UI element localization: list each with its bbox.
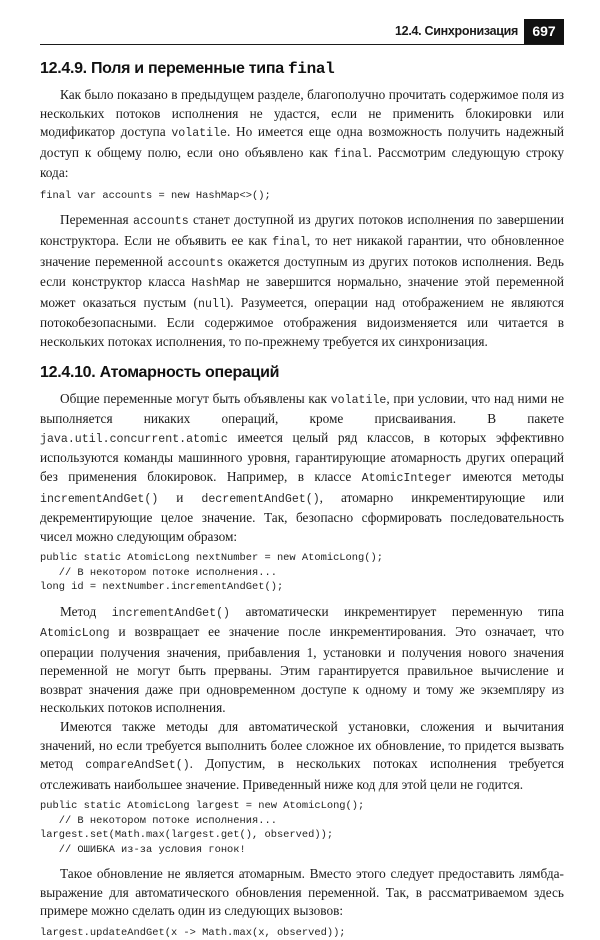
paragraph: Имеются также методы для автоматической установки, сложения и вычитания значений, но если требуется выполнить более сложное их обновление, то придется вызвать метод compareAndSet(). Допустим, в нескольких потоках исполнения требуется отслеживать наибольшее значение. Приведенный ниже код для этой цели не годится.: [40, 719, 565, 792]
section-heading-12-4-10: 12.4.10. Атомарность операций: [40, 363, 280, 381]
paragraph: Как было показано в предыдущем разделе, благополучно прочитать содержимое поля из нескольких потоков исполнения не удастся, если не применить блокировки или модификатор доступа volatile. Но имеется еще одна возможность получить надежный доступ к общему полю, если оно объявлено как final. Рассмотрим следующую строку кода:: [40, 87, 564, 181]
paragraph: Переменная accounts станет доступной из других потоков исполнения по завершении конструктора. Если не объявить ее как final, то нет никакой гарантии, что обновленное значение переменной accounts окажется доступным из других потоков исполнения. Ведь если конструктор класса HashMap не завершится нормально, значение этой переменной может оказаться пустым (null). Разумеется, операции над отображением не являются потокобезопасными. Если содержимое отображения видоизменяется или читается в нескольких потоках исполнения, то по-прежнему требуется их синхронизация.: [40, 212, 564, 349]
section-heading-12-4-9: [40, 58, 564, 80]
paragraph: Метод incrementAndGet() автоматически инкрементирует переменную типа AtomicLong и возвращает ее значение после инкрементирования. Это означает, что операции получения значения, прибавления 1, установки и получения нового значения переменной не могут быть прерваны. Этим гарантируется правильное вычисление и возврат значения даже при одновременном доступе к одному и тому же экземпляру из нескольких потоков исполнения.: [40, 603, 564, 716]
code-block: largest.updateAndGet(x -> Math.max(x, observed));: [40, 926, 346, 939]
page-number-badge: 697: [524, 19, 564, 44]
section-heading-text: 12.4.9. Поля и переменные типа: [40, 60, 284, 77]
running-header: [40, 22, 564, 45]
section-heading-code: final: [287, 60, 335, 78]
paragraph: Такое обновление не является атомарным. Вместо этого следует предоставить лямбда-выражение для автоматического обновления переменной. Так, в рассматриваемом здесь примере можно сделать один из следующих вызовов:: [40, 866, 564, 919]
page-content: [40, 58, 564, 940]
running-header-title: 12.4. Синхронизация: [395, 24, 518, 38]
code-block: public static AtomicLong nextNumber = new AtomicLong(); // В некотором потоке исполнения... long id = nextNumber.incrementAndGet();: [40, 552, 383, 594]
code-block: final var accounts = new HashMap<>();: [40, 189, 271, 202]
code-block: public static AtomicLong largest = new AtomicLong(); // В некотором потоке исполнения... largest.set(Math.max(largest.get(), observed)); // ОШИБКА из-за условия гонок!: [40, 800, 365, 856]
paragraph: Общие переменные могут быть объявлены как volatile, при условии, что над ними не выполняется никаких операций, кроме присваивания. В пакете java.util.concurrent.atomic имеется целый ряд классов, в которых эффективно используются команды машинного уровня, гарантирующие атомарность других операций без применения блокировок. Например, в классе AtomicInteger имеются методы incrementAndGet() и decrementAndGet(), атомарно инкрементирующие или декрементирующие целое значение. Так, безопасно сформировать последовательность чисел можно следующим образом:: [40, 390, 564, 544]
